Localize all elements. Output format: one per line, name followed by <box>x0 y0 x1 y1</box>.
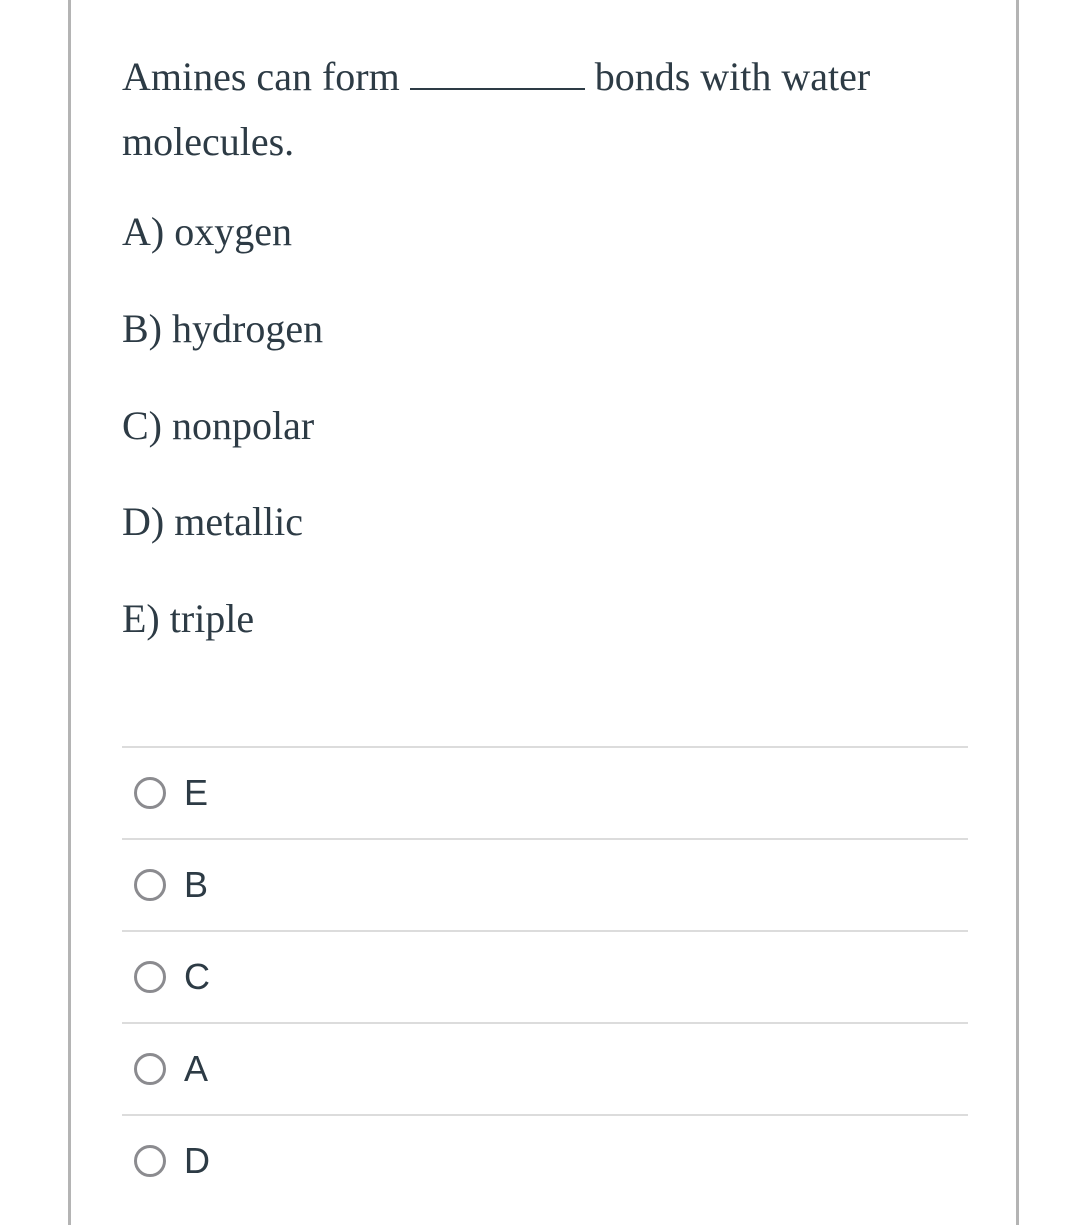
answer-option[interactable] <box>122 746 968 838</box>
radio-icon[interactable] <box>134 1145 166 1177</box>
question-after: bonds with water molecules. <box>122 54 871 164</box>
answer-label: C <box>184 956 210 997</box>
choice-e: E) triple <box>122 596 255 641</box>
blank <box>410 40 585 90</box>
answer-option[interactable] <box>122 1022 968 1114</box>
radio-icon[interactable] <box>134 1053 166 1085</box>
radio-icon[interactable] <box>134 961 166 993</box>
question-text <box>122 40 942 174</box>
answer-option[interactable] <box>122 930 968 1022</box>
answer-option[interactable] <box>122 1114 968 1206</box>
answer-list <box>122 746 968 1206</box>
choice-a: A) oxygen <box>122 209 292 254</box>
answer-label: B <box>184 864 209 905</box>
answer-option[interactable] <box>122 838 968 930</box>
radio-icon[interactable] <box>134 777 166 809</box>
answer-label: D <box>184 1140 210 1181</box>
question-before: Amines can form <box>122 54 400 99</box>
choice-c: C) nonpolar <box>122 403 315 448</box>
choice-d: D) metallic <box>122 499 304 544</box>
answer-label: A <box>184 1048 209 1089</box>
radio-icon[interactable] <box>134 869 166 901</box>
answer-label: E <box>184 772 209 813</box>
choice-b: B) hydrogen <box>122 306 324 351</box>
